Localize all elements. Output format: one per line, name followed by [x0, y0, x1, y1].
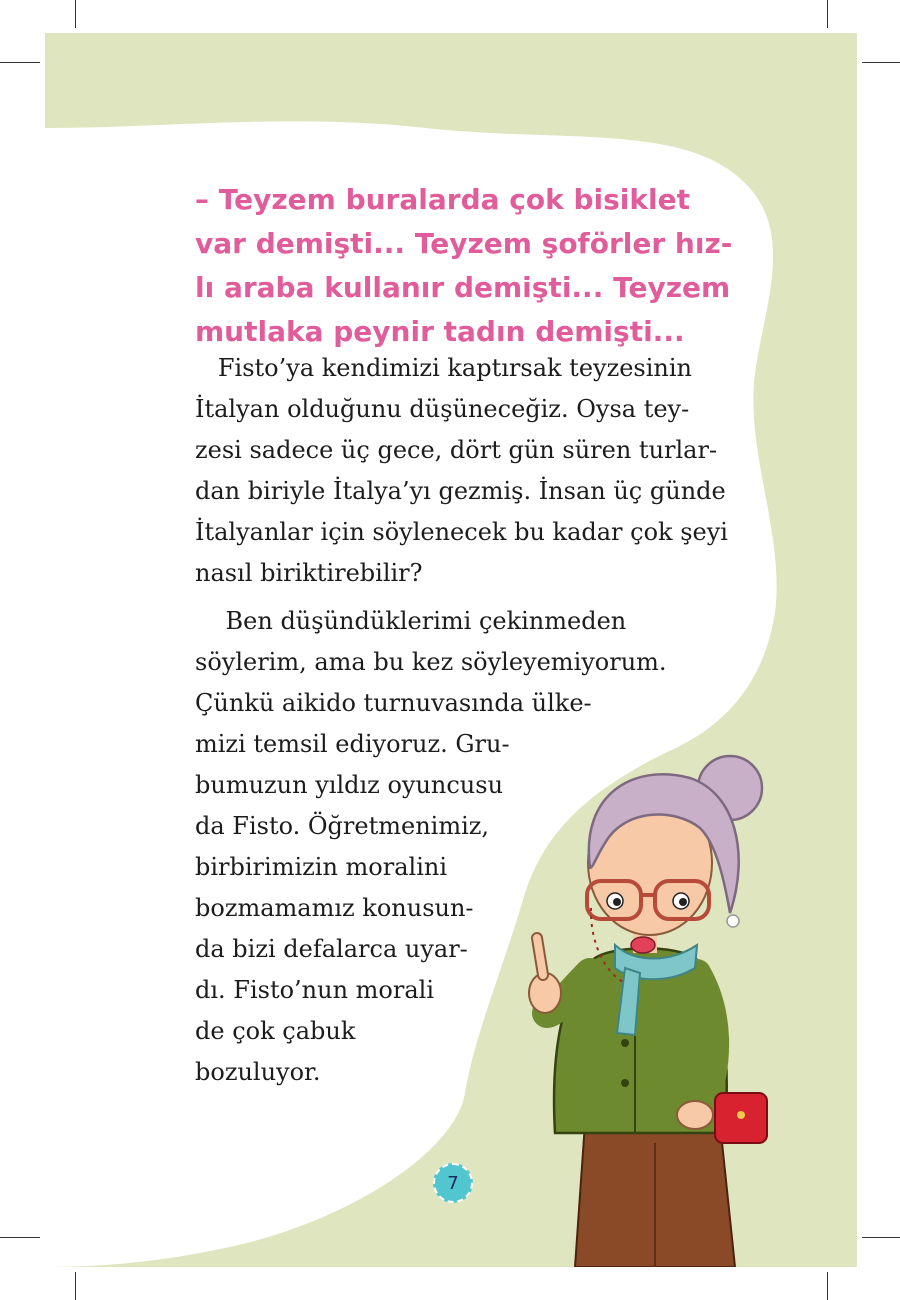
quote-line: mutlaka peynir tadın demişti... — [195, 315, 685, 348]
text-line: de çok çabuk — [195, 1017, 356, 1045]
text-line: nasıl biriktirebilir? — [195, 559, 423, 587]
crop-mark — [75, 1272, 76, 1300]
text-line: dı. Fisto’nun morali — [195, 976, 435, 1004]
text-line: bozuluyor. — [195, 1058, 321, 1086]
text-line: İtalyanlar için söylenecek bu kadar çok şeyi — [195, 518, 728, 546]
crop-mark — [862, 1237, 900, 1238]
book-page — [45, 33, 857, 1267]
paragraph-1 — [195, 348, 728, 594]
text-line: da Fisto. Öğretmenimiz, — [195, 812, 490, 840]
crop-mark — [75, 0, 76, 28]
text-line: bumuzun yıldız oyuncusu — [195, 771, 504, 799]
crop-mark — [0, 62, 40, 63]
text-line: Ben düşündüklerimi çekinmeden — [195, 607, 627, 635]
text-line: zesi sadece üç gece, dört gün süren turlar- — [195, 436, 718, 464]
crop-mark — [0, 1237, 40, 1238]
quote-block — [195, 178, 733, 354]
text-line: İtalyan olduğunu düşüneceğiz. Oysa tey- — [195, 395, 690, 423]
text-line: mizi temsil ediyoruz. Gru- — [195, 730, 510, 758]
text-line: birbirimizin moralini — [195, 853, 448, 881]
text-line: dan biriyle İtalya’yı gezmiş. İnsan üç günde — [195, 477, 726, 505]
page-number-badge: 7 — [433, 1163, 473, 1203]
crop-mark — [827, 1272, 828, 1300]
text-line: Fisto’ya kendimizi kaptırsak teyzesinin — [195, 354, 693, 382]
crop-mark — [862, 62, 900, 63]
text-line: da bizi defalarca uyar- — [195, 935, 468, 963]
text-line: Çünkü aikido turnuvasında ülke- — [195, 689, 592, 717]
crop-mark — [827, 0, 828, 28]
text-line: söylerim, ama bu kez söyleyemiyorum. — [195, 648, 667, 676]
quote-line: lı araba kullanır demişti... Teyzem — [195, 271, 731, 304]
quote-line: – Teyzem buralarda çok bisiklet — [195, 183, 690, 216]
quote-line: var demişti... Teyzem şoförler hız- — [195, 227, 733, 260]
grandma-character-illustration — [475, 683, 805, 1267]
text-line: bozmamamız konusun- — [195, 894, 474, 922]
